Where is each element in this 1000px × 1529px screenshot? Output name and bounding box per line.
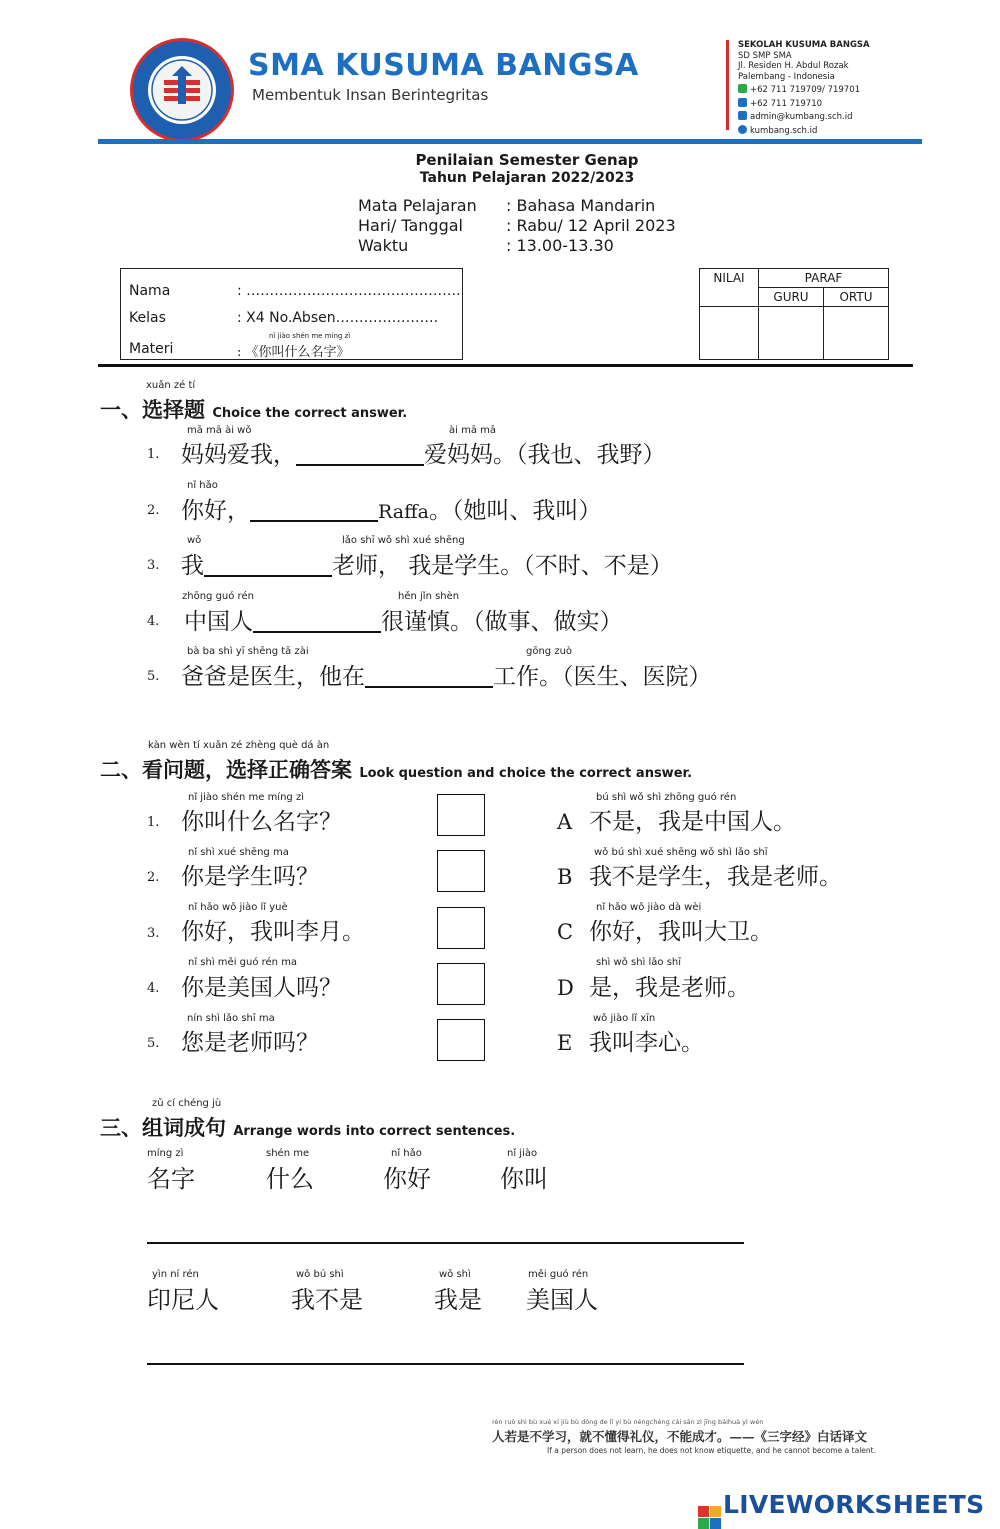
s2-ans-e-pinyin: wǒ jiào lǐ xīn: [593, 1013, 656, 1024]
section3-heading: [100, 1112, 515, 1142]
s1-q1-before: 妈妈爱我，: [181, 442, 296, 468]
s1-q2-name: Raffa: [378, 501, 429, 523]
fax-icon: [738, 98, 747, 107]
s2-ans-a-pinyin: bú shì wǒ shì zhōng guó rén: [596, 792, 737, 803]
contact-fax-row: [738, 98, 870, 110]
s1-q2-text: [181, 492, 601, 525]
s3-r2-w1-pinyin: yìn ní rén: [152, 1269, 199, 1280]
guru-cell: [759, 307, 824, 360]
web-icon: [738, 125, 747, 134]
contact-name: SEKOLAH KUSUMA BANGSA: [738, 40, 870, 50]
s2-q2-answer-box[interactable]: [437, 850, 485, 892]
s2-ans-c-letter: C: [557, 920, 574, 944]
s1-q2-before: 你好，: [181, 498, 250, 524]
contact-address2: Palembang - Indonesia: [738, 71, 835, 82]
s3-r2-w4: 美国人: [526, 1286, 598, 1314]
s2-ans-a: [557, 803, 796, 836]
time-value: : 13.00-13.30: [506, 236, 614, 255]
section2-pinyin: kàn wèn tí xuǎn zé zhèng què dá àn: [148, 740, 330, 751]
s2-q2-num: 2.: [147, 870, 160, 885]
email-icon: [738, 111, 747, 120]
s1-q4-pinyin2: hěn jǐn shèn: [398, 591, 460, 602]
s1-q3-num: 3.: [147, 558, 160, 573]
class-label: Kelas: [129, 310, 166, 326]
s1-q4-text: [184, 603, 623, 636]
exam-title: Penilaian Semester Genap: [415, 151, 639, 169]
paraf-header: PARAF: [759, 269, 889, 288]
footer-quote: 人若是不学习，就不懂得礼仪，不能成才。——《三字经》白话译文: [492, 1429, 868, 1444]
s2-q2-text: 你是学生吗？: [181, 864, 319, 890]
footer-quote-pinyin: rén ruò shì bù xué xí jiù bù dǒng de lǐ yí bù néngchéng cái sān zì jīng báihuà yì wén: [492, 1418, 764, 1426]
header-rule: [98, 139, 922, 144]
s1-q3-text: [181, 547, 673, 580]
s2-q2-pinyin: nǐ shì xué shēng ma: [188, 847, 289, 858]
s3-r2-w3: 我是: [434, 1286, 482, 1314]
section2-instruction: Look question and choice the correct answer.: [359, 766, 693, 781]
s3-r2-w1: 印尼人: [147, 1286, 219, 1314]
s2-q5-text: 您是老师吗？: [181, 1030, 319, 1056]
contact-email: admin@kumbang.sch.id: [750, 112, 853, 122]
subject-label: Mata Pelajaran: [358, 196, 477, 215]
s2-ans-d-pinyin: shì wǒ shì lǎo shī: [596, 957, 682, 968]
s2-q5-answer-box[interactable]: [437, 1019, 485, 1061]
s2-q4-num: 4.: [147, 981, 160, 996]
s3-r1-w4: 你叫: [500, 1165, 548, 1193]
contact-address1: Jl. Residen H. Abdul Rozak: [738, 61, 849, 71]
contact-phone-row: [738, 84, 870, 96]
s1-q2-num: 2.: [147, 503, 160, 518]
s2-q3-num: 3.: [147, 926, 160, 941]
s3-r1-w2-pinyin: shén me: [266, 1148, 310, 1159]
s1-q2-pinyin: nǐ hǎo: [187, 480, 218, 491]
s3-r1-w3: 你好: [383, 1165, 431, 1193]
contact-block: [738, 40, 870, 136]
s2-ans-d: [557, 969, 750, 1002]
s2-q1-text: 你叫什么名字？: [181, 809, 342, 835]
s2-ans-e-letter: E: [557, 1031, 573, 1055]
s1-q1-pinyin2: ài mā mā: [449, 425, 497, 436]
s3-r2-w4-pinyin: měi guó rén: [528, 1269, 589, 1280]
s1-q5-before: 爸爸是医生，他在: [181, 664, 365, 690]
date-label: Hari/ Tanggal: [358, 216, 463, 235]
s1-q1-num: 1.: [147, 447, 160, 462]
info-rule: [98, 364, 913, 367]
s1-q3-blank[interactable]: [204, 553, 332, 577]
s2-q3-pinyin: nǐ hǎo wǒ jiào lǐ yuè: [188, 902, 288, 913]
time-label: Waktu: [358, 236, 409, 255]
section1-title: 一、选择题: [100, 397, 205, 422]
s2-ans-e-text: 我叫李心。: [589, 1030, 704, 1056]
school-logo: [128, 36, 236, 144]
s3-answer-line-1[interactable]: [147, 1242, 744, 1244]
s2-ans-c: [557, 913, 773, 946]
s1-q2-after: 。（她叫、我叫）: [428, 498, 602, 524]
date-value: : Rabu/ 12 April 2023: [506, 216, 676, 235]
section2-heading: [100, 754, 692, 784]
s2-ans-e: [557, 1024, 704, 1057]
exam-details: [358, 196, 676, 256]
contact-fax: +62 711 719710: [750, 98, 823, 109]
s2-ans-a-letter: A: [557, 810, 573, 834]
s1-q5-num: 5.: [147, 669, 160, 684]
s3-r2-w2: 我不是: [291, 1286, 363, 1314]
section1-pinyin: xuǎn zé tí: [146, 380, 196, 391]
section1-instruction: Choice the correct answer.: [212, 406, 408, 421]
s3-r1-w1: 名字: [147, 1165, 195, 1193]
s2-ans-b-text: 我不是学生，我是老师。: [589, 864, 842, 890]
s2-q3-text: 你好，我叫李月。: [181, 919, 365, 945]
nilai-cell: [700, 307, 759, 360]
s2-ans-a-text: 不是，我是中国人。: [589, 809, 796, 835]
exam-year: Tahun Pelajaran 2022/2023: [419, 170, 635, 186]
nilai-header: NILAI: [700, 269, 759, 307]
ortu-header: ORTU: [824, 288, 889, 307]
s1-q4-before: 中国人: [184, 609, 253, 635]
contact-web-row: [738, 125, 870, 137]
s1-q1-blank[interactable]: [296, 442, 424, 466]
s1-q5-text: [181, 658, 712, 691]
s2-q1-pinyin: nǐ jiào shén me míng zì: [188, 792, 304, 803]
s3-r1-w3-pinyin: nǐ hǎo: [391, 1148, 422, 1159]
s1-q4-after: 很谨慎。（做事、做实）: [381, 609, 623, 635]
s2-q1-answer-box[interactable]: [437, 794, 485, 836]
s1-q3-before: 我: [181, 553, 204, 579]
s2-ans-b: [557, 858, 842, 891]
s2-ans-c-text: 你好，我叫大卫。: [589, 919, 773, 945]
s2-q1-num: 1.: [147, 815, 160, 830]
s1-q4-pinyin: zhōng guó rén: [182, 591, 254, 602]
name-field[interactable]: : ……………………………………….: [237, 283, 461, 299]
s3-r1-w1-pinyin: míng zì: [147, 1148, 184, 1159]
s1-q1-after: 爱妈妈。（我也、我野）: [424, 442, 666, 468]
s3-answer-line-2[interactable]: [147, 1363, 744, 1365]
s1-q1-text: [181, 436, 666, 469]
s2-ans-b-letter: B: [557, 865, 573, 889]
s2-q4-pinyin: nǐ shì měi guó rén ma: [188, 957, 298, 968]
s1-q1-pinyin: mā mā ài wǒ: [187, 425, 252, 436]
section3-pinyin: zǔ cí chéng jù: [152, 1098, 222, 1109]
footer-translation: If a person does not learn, he does not know etiquette, and he cannot become a talent.: [547, 1446, 876, 1455]
s3-r1-w4-pinyin: nǐ jiào: [507, 1148, 538, 1159]
s2-ans-d-letter: D: [557, 976, 574, 1000]
s1-q5-blank[interactable]: [365, 664, 493, 688]
s1-q3-after: 老师， 我是学生。（不时、不是）: [332, 553, 673, 579]
liveworksheets-logo: [698, 1490, 984, 1529]
material-value: : 《你叫什么名字》: [237, 345, 350, 360]
liveworksheets-brand: LIVEWORKSHEETS: [723, 1490, 985, 1519]
s3-r1-w2: 什么: [266, 1165, 314, 1193]
s1-q3-pinyin2: lǎo shī wǒ shì xué shēng: [342, 535, 465, 546]
s3-r2-w2-pinyin: wǒ bú shì: [296, 1269, 344, 1280]
s1-q4-blank[interactable]: [253, 609, 381, 633]
contact-phone: +62 711 719709/ 719701: [750, 85, 861, 95]
contact-web: kumbang.sch.id: [750, 125, 818, 136]
s3-r2-w3-pinyin: wǒ shì: [439, 1269, 471, 1280]
s2-ans-d-text: 是，我是老师。: [589, 975, 750, 1001]
s1-q5-pinyin: bà ba shì yī shēng tā zài: [187, 646, 309, 657]
s1-q3-pinyin: wǒ: [187, 535, 202, 546]
s1-q5-after: 工作。（医生、医院）: [493, 664, 712, 690]
class-field[interactable]: : X4 No.Absen………………….: [237, 310, 439, 326]
section3-instruction: Arrange words into correct sentences.: [233, 1124, 516, 1139]
contact-divider: [726, 40, 729, 130]
score-table: [699, 268, 889, 360]
material-pinyin: nǐ jiào shén me míng zì: [269, 332, 351, 340]
contact-levels: SD SMP SMA: [738, 50, 792, 61]
guru-header: GURU: [759, 288, 824, 307]
school-tagline: Membentuk Insan Berintegritas: [252, 86, 489, 104]
school-name: SMA KUSUMA BANGSA: [248, 48, 639, 83]
section2-title: 二、看问题，选择正确答案: [100, 757, 352, 782]
s1-q4-num: 4.: [147, 614, 160, 629]
s2-q5-pinyin: nín shì lǎo shī ma: [187, 1013, 275, 1024]
s2-q3-answer-box[interactable]: [437, 907, 485, 949]
name-label: Nama: [129, 283, 171, 299]
liveworksheets-icon: [698, 1506, 721, 1529]
section3-title: 三、组词成句: [100, 1115, 226, 1140]
s2-ans-b-pinyin: wǒ bú shì xué shēng wǒ shì lǎo shī: [594, 847, 768, 858]
phone-icon: [738, 84, 747, 93]
s1-q2-blank[interactable]: [250, 498, 378, 522]
s2-ans-c-pinyin: nǐ hǎo wǒ jiào dà wèi: [596, 902, 702, 913]
subject-value: : Bahasa Mandarin: [506, 196, 656, 215]
material-label: Materi: [129, 341, 174, 357]
ortu-cell: [824, 307, 889, 360]
s2-q4-text: 你是美国人吗？: [181, 975, 342, 1001]
s2-q4-answer-box[interactable]: [437, 963, 485, 1005]
s2-q5-num: 5.: [147, 1036, 160, 1051]
s1-q5-pinyin2: gōng zuò: [526, 646, 573, 657]
section1-heading: [100, 394, 407, 424]
contact-email-row: [738, 111, 870, 123]
